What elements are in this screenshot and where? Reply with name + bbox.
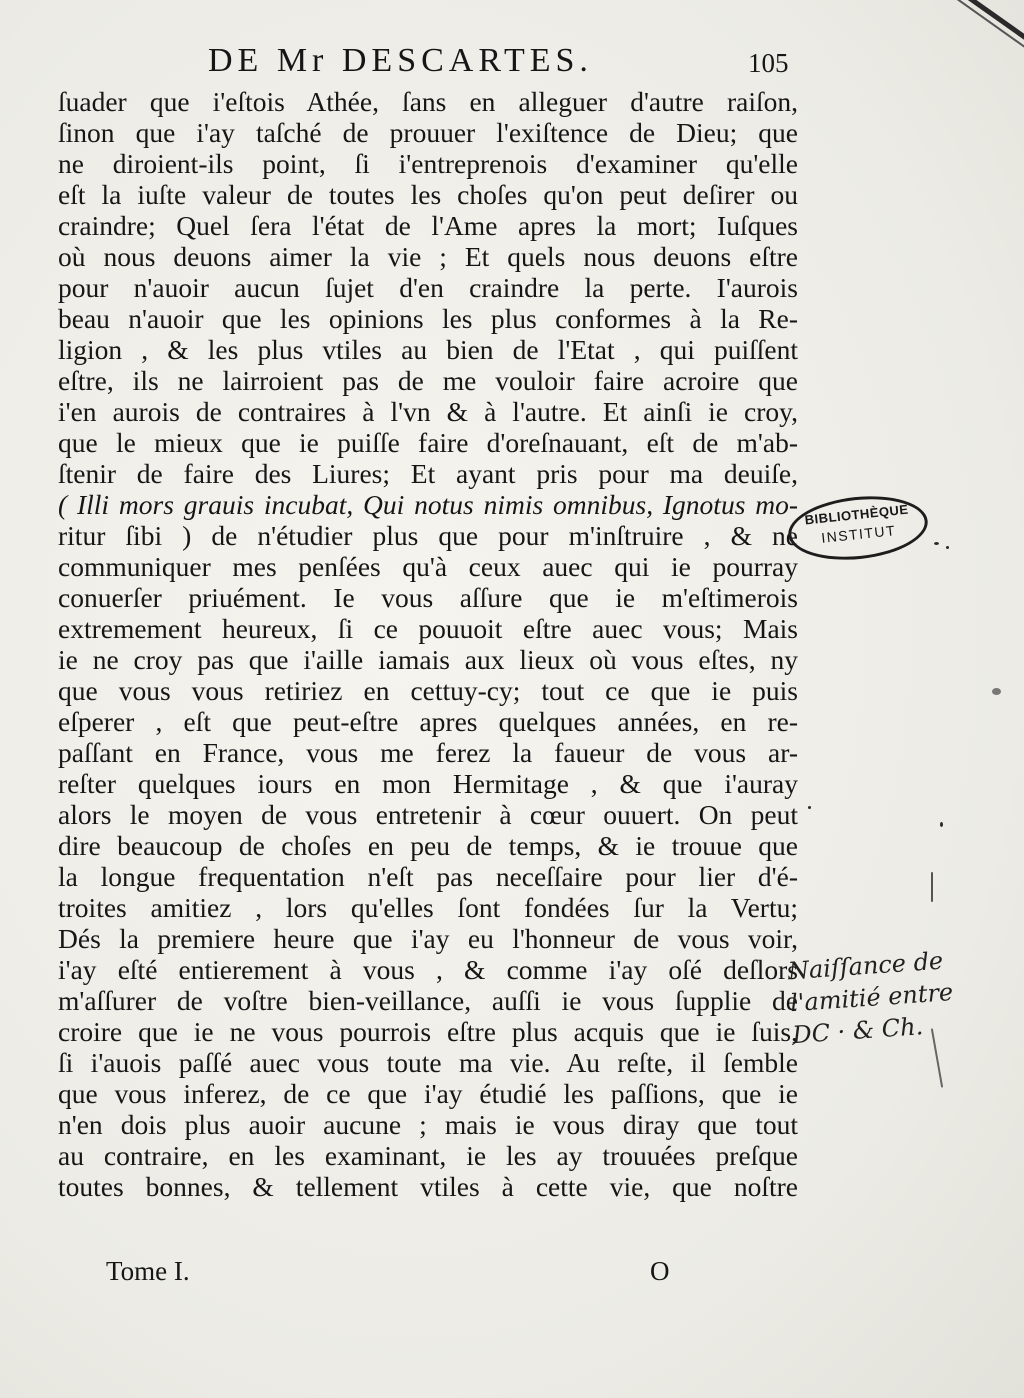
scan-edge-mark <box>888 0 1024 99</box>
text-line: ne diroient-ils point, ſi i'entreprenois d'examiner qu'elle <box>58 148 798 179</box>
volume-label: Tome I. <box>106 1256 190 1286</box>
text-line: i'en aurois de contraires à l'vn & à l'autre. Et ainſi ie croy, <box>58 396 798 427</box>
signature-mark: O <box>650 1256 670 1286</box>
stamp-top-text: BIBLIOTHÈQUE <box>803 501 910 528</box>
stamp-bottom-text: INSTITUT <box>820 522 897 546</box>
text-line: conuerſer priuément. Ie vous aſſure que ie m'eſtimerois <box>58 582 798 613</box>
text-line: paſſant en France, vous me ferez la faueur de vous ar- <box>58 737 798 768</box>
text-line: au contraire, en les examinant, ie les ay trouuées preſque <box>58 1140 798 1171</box>
latin-motto-line: ( Illi mors grauis incubat, Qui notus nimis omnibus, Ignotus mo- <box>58 489 798 520</box>
text-line: troites amitiez , lors qu'elles ſont fondées ſur la Vertu; <box>58 892 798 923</box>
text-line: ſi i'auois paſſé auec vous toute ma vie. Au reſte, il ſemble <box>58 1047 798 1078</box>
text-line: m'aſſurer de voſtre bien-veillance, auſſi ie vous ſupplie de <box>58 985 798 1016</box>
body-text <box>58 86 798 1202</box>
text-line: craindre; Quel ſera l'état de l'Ame apres la mort; Iuſques <box>58 210 798 241</box>
text-line: extremement heureux, ſi ce pouuoit eſtre auec vous; Mais <box>58 613 798 644</box>
text-line: où nous deuons aimer la vie ; Et quels nous deuons eſtre <box>58 241 798 272</box>
ink-speck <box>992 688 1001 695</box>
text-line: beau n'auoir que les opinions les plus conformes à la Re- <box>58 303 798 334</box>
text-line: communiquer mes penſées qu'à ceux auec qui ie pourray <box>58 551 798 582</box>
text-line: eſt la iuſte valeur de toutes les choſes qu'on peut deſirer ou <box>58 179 798 210</box>
text-line: ie ne croy pas que i'aille iamais aux lieux où vous eſtes, ny <box>58 644 798 675</box>
text-line: pour n'auoir aucun ſujet d'en craindre la perte. I'aurois <box>58 272 798 303</box>
margin-note-line: DC · & Ch. <box>791 1012 925 1050</box>
text-line: n'en dois plus auoir aucune ; mais ie vous diray que tout <box>58 1109 798 1140</box>
ink-speck <box>808 806 811 809</box>
text-line: ſuader que i'eſtois Athée, ſans en alleguer d'autre raiſon, <box>58 86 798 117</box>
text-line: ſtenir de faire des Liures; Et ayant pris pour ma deuiſe, <box>58 458 798 489</box>
ink-speck <box>934 542 939 545</box>
text-line: que vous vous retiriez en cettuy-cy; tout ce que ie puis <box>58 675 798 706</box>
margin-note-line: Naiſſance de <box>787 946 944 986</box>
running-title: DE Mr DESCARTES. <box>208 42 593 79</box>
text-line: ſinon que i'ay taſché de prouuer l'exiſtence de Dieu; que <box>58 117 798 148</box>
handwritten-margin-note <box>787 941 1003 1051</box>
text-line: que vous inferez, de ce que i'ay étudié les paſſions, que ie <box>58 1078 798 1109</box>
text-line: la longue frequentation n'eſt pas neceſſaire pour lier d'é- <box>58 861 798 892</box>
text-line: que le mieux que ie puiſſe faire d'oreſnauant, eſt de m'ab- <box>58 427 798 458</box>
ink-speck <box>946 546 949 549</box>
page-footer <box>58 1256 798 1292</box>
text-line: alors le moyen de vous entretenir à cœur ouuert. On peut <box>58 799 798 830</box>
text-line: croire que ie ne vous pourrois eſtre plus acquis que ie ſuis, <box>58 1016 798 1047</box>
text-line: Dés la premiere heure que i'ay eu l'honneur de vous voir, <box>58 923 798 954</box>
library-stamp <box>785 490 931 566</box>
text-line: eſtre, ils ne lairroient pas de me vouloir faire acroire que <box>58 365 798 396</box>
page-number: 105 <box>748 48 789 78</box>
page-header <box>60 42 800 88</box>
margin-note-line: l'amitié entre <box>789 977 954 1018</box>
text-line: reſter quelques iours en mon Hermitage , & que i'auray <box>58 768 798 799</box>
text-line: dire beaucoup de choſes en peu de temps, & ie trouue que <box>58 830 798 861</box>
text-line: toutes bonnes, & tellement vtiles à cette vie, que noſtre <box>58 1171 798 1202</box>
text-line: ritur ſibi ) de n'étudier plus que pour m'inſtruire , & ne <box>58 520 798 551</box>
text-line: i'ay eſté entierement à vous , & comme i'ay oſé deſlors <box>58 954 798 985</box>
ink-speck <box>931 872 933 902</box>
text-line: eſperer , eſt que peut-eſtre apres quelques années, en re- <box>58 706 798 737</box>
ink-speck <box>940 822 943 827</box>
text-line: ligion , & les plus vtiles au bien de l'Etat , qui puiſſent <box>58 334 798 365</box>
